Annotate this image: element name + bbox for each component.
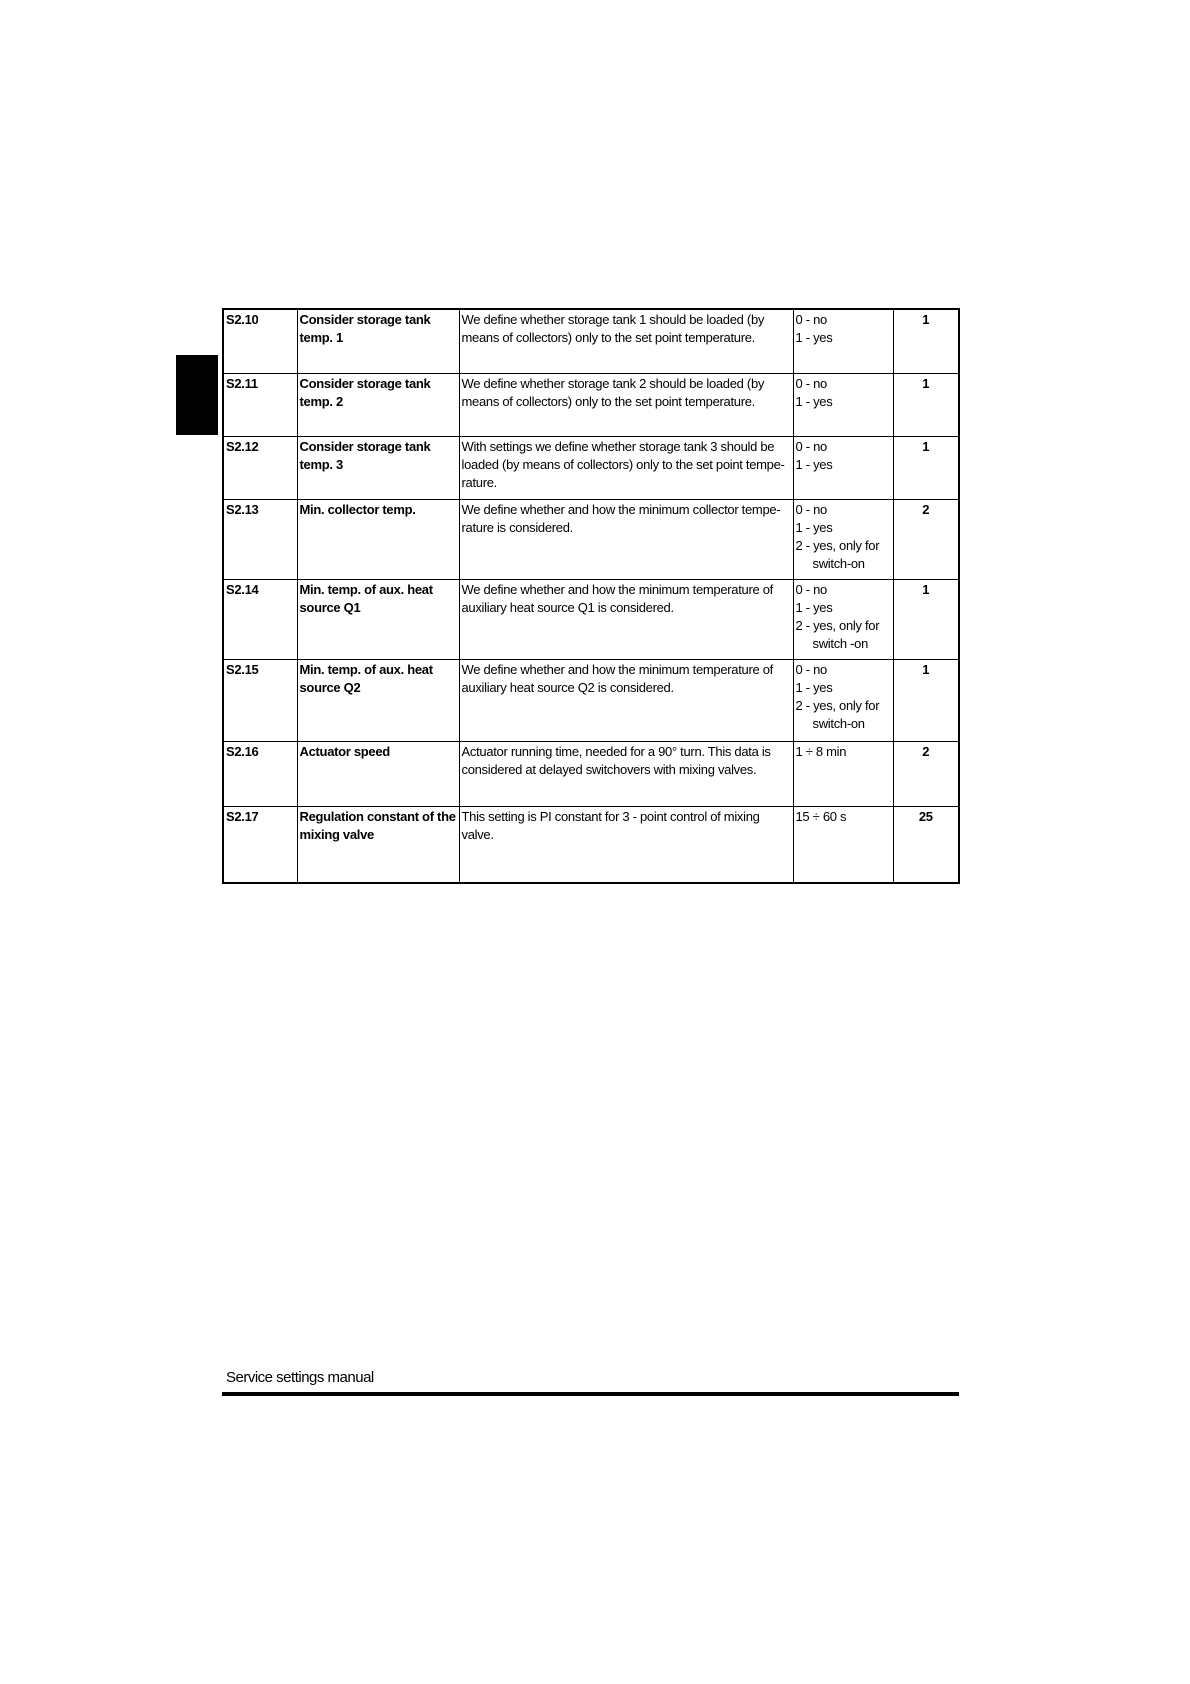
- setting-values: [793, 741, 893, 806]
- settings-table-body: [223, 309, 959, 883]
- setting-values: [793, 806, 893, 883]
- setting-values: [793, 659, 893, 741]
- setting-values: [793, 579, 893, 659]
- setting-description: With settings we define whether storage tank 3 should be loaded (by means of collectors) only to the set point tempe-rature.: [459, 436, 793, 499]
- value-option: 1 - yes: [795, 679, 833, 695]
- setting-code: S2.13: [223, 499, 297, 579]
- setting-values: [793, 373, 893, 436]
- setting-name: Consider storage tank temp. 3: [297, 436, 459, 499]
- setting-code: S2.17: [223, 806, 297, 883]
- setting-default: 1: [893, 373, 959, 436]
- value-option: 0 - no: [795, 312, 827, 327]
- setting-code: S2.16: [223, 741, 297, 806]
- setting-default: 25: [893, 806, 959, 883]
- setting-description: Actuator running time, needed for a 90° turn. This data is considered at delayed switchovers with mixing valves.: [459, 741, 793, 806]
- setting-description: We define whether and how the minimum temperature of auxiliary heat source Q2 is considered.: [459, 659, 793, 741]
- footer-divider: [222, 1392, 959, 1396]
- setting-default: 1: [893, 436, 959, 499]
- table-row: [223, 579, 959, 659]
- setting-description: We define whether and how the minimum temperature of auxiliary heat source Q1 is considered.: [459, 579, 793, 659]
- setting-name: Min. temp. of aux. heat source Q1: [297, 579, 459, 659]
- footer-title: Service settings manual: [226, 1369, 374, 1386]
- setting-name: Consider storage tank temp. 2: [297, 373, 459, 436]
- setting-default: 1: [893, 659, 959, 741]
- table-row: [223, 806, 959, 883]
- value-option: 2 - yes, only for: [795, 617, 880, 633]
- table-row: [223, 436, 959, 499]
- value-option: 0 - no: [795, 438, 827, 454]
- value-option: 1 - yes: [795, 456, 833, 472]
- value-option: 2 - yes, only for: [795, 537, 880, 553]
- value-option: switch-on: [812, 555, 865, 571]
- value-option: switch-on: [812, 715, 865, 731]
- settings-table: [222, 308, 960, 884]
- value-option: 0 - no: [795, 501, 827, 517]
- value-option: 2 - yes, only for: [795, 697, 880, 713]
- table-row: [223, 309, 959, 373]
- setting-code: S2.15: [223, 659, 297, 741]
- setting-description: This setting is PI constant for 3 - point control of mixing valve.: [459, 806, 793, 883]
- setting-code: S2.14: [223, 579, 297, 659]
- setting-description: We define whether and how the minimum collector tempe-rature is considered.: [459, 499, 793, 579]
- value-option: 1 ÷ 8 min: [795, 743, 847, 759]
- setting-name: Actuator speed: [297, 741, 459, 806]
- setting-name: Consider storage tank temp. 1: [297, 309, 459, 373]
- table-row: [223, 659, 959, 741]
- value-option: 0 - no: [795, 581, 827, 597]
- setting-values: [793, 436, 893, 499]
- value-option: 15 ÷ 60 s: [795, 808, 847, 824]
- setting-name: Min. collector temp.: [297, 499, 459, 579]
- value-option: 0 - no: [795, 375, 827, 391]
- section-tab-marker: [176, 355, 218, 435]
- value-option: 1 - yes: [795, 519, 833, 535]
- setting-default: 2: [893, 499, 959, 579]
- setting-name: Min. temp. of aux. heat source Q2: [297, 659, 459, 741]
- value-option: 1 - yes: [795, 330, 833, 345]
- setting-default: 1: [893, 579, 959, 659]
- table-row: [223, 741, 959, 806]
- setting-code: S2.11: [223, 373, 297, 436]
- setting-values: [793, 499, 893, 579]
- value-option: 1 - yes: [795, 599, 833, 615]
- table-row: [223, 373, 959, 436]
- value-option: 0 - no: [795, 661, 827, 677]
- value-option: switch -on: [812, 635, 869, 651]
- setting-code: S2.10: [223, 309, 297, 373]
- value-option: 1 - yes: [795, 393, 833, 409]
- setting-default: 2: [893, 741, 959, 806]
- setting-values: [793, 309, 893, 373]
- setting-code: S2.12: [223, 436, 297, 499]
- setting-default: 1: [893, 309, 959, 373]
- setting-description: We define whether storage tank 1 should be loaded (by means of collectors) only to the set point temperature.: [459, 309, 793, 373]
- setting-description: We define whether storage tank 2 should be loaded (by means of collectors) only to the set point temperature.: [459, 373, 793, 436]
- table-row: [223, 499, 959, 579]
- setting-name: Regulation constant of the mixing valve: [297, 806, 459, 883]
